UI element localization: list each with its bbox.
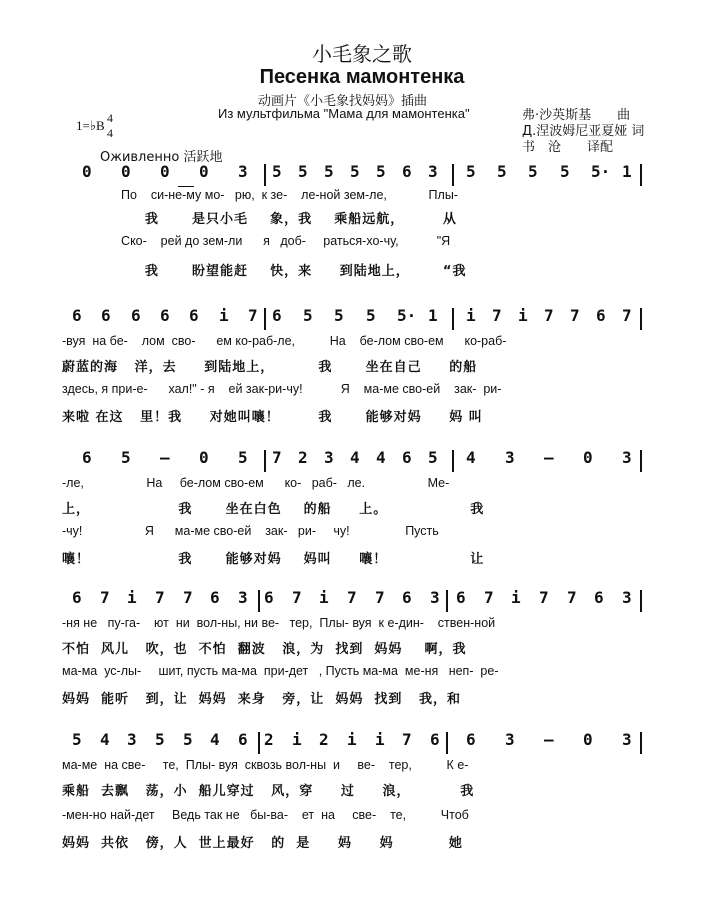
note-glyph: 3 (505, 730, 515, 749)
note-glyph: 6 (466, 730, 476, 749)
note-glyph: 1 (428, 306, 438, 325)
subtitle-russian: Из мультфильма "Мама для мамонтенка" (218, 106, 470, 121)
note-glyph: 7 (622, 306, 632, 325)
note-glyph: 6 (596, 306, 606, 325)
bar-line (640, 732, 642, 754)
note-glyph: 0 (121, 162, 131, 181)
bar-line (264, 164, 266, 186)
lyric-line-ru: По си-не-му мо- рю, к зе- ле-ной зем-ле, Плы- (62, 188, 458, 202)
note-glyph: 7 (347, 588, 357, 607)
note-glyph: 3 (622, 588, 632, 607)
time-signature-denominator: 4 (107, 126, 113, 140)
lyric-line-zh: 我 盼望能赶 快，来 到陆地上， “我 (62, 264, 467, 279)
lyric-line-ru: -чу! Я ма-ме сво-ей зак- ри- чу! Пусть (62, 524, 439, 538)
note-glyph: 7 (292, 588, 302, 607)
note-glyph: 0 (583, 730, 593, 749)
note-glyph: 4 (350, 448, 360, 467)
note-glyph: 6 (160, 306, 170, 325)
note-glyph: 3 (127, 730, 137, 749)
lyric-line-ru: -мен-но най-дет Ведь так не бы-ва- ет на све- те, Чтоб (62, 808, 469, 822)
note-glyph: 5 (121, 448, 131, 467)
note-glyph: 6 (101, 306, 111, 325)
note-glyph: 7 (484, 588, 494, 607)
note-glyph: 7 (375, 588, 385, 607)
note-glyph: i (466, 306, 476, 325)
note-glyph: 6 (72, 306, 82, 325)
lyric-line-zh: 乘船 去飘 荡，小 船儿穿过 风，穿 过 浪， 我 (62, 784, 475, 799)
note-glyph: – (544, 448, 554, 467)
note-glyph: 6 (402, 448, 412, 467)
tempo-marking: Оживленно 活跃地 (100, 150, 223, 165)
bar-line (446, 590, 448, 612)
note-glyph: i (511, 588, 521, 607)
note-glyph: 2 (298, 448, 308, 467)
note-glyph: 3 (430, 588, 440, 607)
bar-line (264, 308, 266, 330)
note-glyph: 5· (591, 162, 611, 181)
note-glyph: 3 (428, 162, 438, 181)
note-glyph: 2 (264, 730, 274, 749)
note-glyph: 5 (560, 162, 570, 181)
note-glyph: 6 (264, 588, 274, 607)
bar-line (640, 450, 642, 472)
bar-line (640, 590, 642, 612)
note-glyph: i (375, 730, 385, 749)
bar-line (258, 590, 260, 612)
note-glyph: 6 (456, 588, 466, 607)
note-glyph: 6 (430, 730, 440, 749)
lyric-line-zh: 来啦 在这 里！我 对她叫嚷！ 我 能够对妈 妈 叫 (62, 410, 483, 425)
note-glyph: 7 (570, 306, 580, 325)
lyric-line-zh: 我 是只小毛 象，我 乘船远航， 从 (62, 212, 457, 227)
lyric-line-ru: Ско- рей до зем-ли я доб- раться-хо-чу, "Я (62, 234, 451, 248)
note-glyph: 7 (567, 588, 577, 607)
note-glyph: 5 (428, 448, 438, 467)
note-glyph: 6 (238, 730, 248, 749)
credit-lyricist: Д.涅波姆尼亚夏娅 词 (522, 124, 645, 139)
note-glyph: 4 (100, 730, 110, 749)
note-glyph: 5 (298, 162, 308, 181)
note-glyph: 5 (324, 162, 334, 181)
lyric-line-zh: 蔚蓝的海 洋，去 到陆地上， 我 坐在自己 的船 (62, 360, 478, 375)
note-glyph: 5 (72, 730, 82, 749)
notes-line (0, 306, 724, 332)
note-glyph: 5 (238, 448, 248, 467)
note-glyph: – (160, 448, 170, 467)
credit-composer: 弗·沙英斯基 曲 (522, 108, 631, 123)
bar-line (258, 732, 260, 754)
note-glyph: 3 (622, 448, 632, 467)
note-glyph: 5 (466, 162, 476, 181)
note-glyph: 3 (505, 448, 515, 467)
bar-line (452, 164, 454, 186)
note-glyph: 4 (376, 448, 386, 467)
note-glyph: 6 (402, 162, 412, 181)
note-glyph: 7 (402, 730, 412, 749)
bar-line (640, 164, 642, 186)
note-glyph: i (292, 730, 302, 749)
bar-line (452, 308, 454, 330)
note-glyph: 5· (397, 306, 417, 325)
bar-line (640, 308, 642, 330)
bar-line (446, 732, 448, 754)
note-glyph: 0 (160, 162, 170, 181)
bar-line (264, 450, 266, 472)
note-glyph: 7 (183, 588, 193, 607)
note-glyph: 7 (539, 588, 549, 607)
note-glyph: 4 (210, 730, 220, 749)
note-glyph: 3 (238, 162, 248, 181)
notes-line (0, 162, 724, 188)
song-title-russian: Песенка мамонтенка (259, 66, 465, 88)
lyric-line-zh: 上， 我 坐在白色 的船 上。 我 (62, 502, 485, 517)
note-glyph: 6 (272, 306, 282, 325)
note-glyph: 3 (622, 730, 632, 749)
note-glyph: 0 (199, 162, 209, 181)
subtitle-chinese: 动画片《小毛象找妈妈》插曲 (258, 94, 428, 109)
note-glyph: 6 (189, 306, 199, 325)
note-glyph: 4 (466, 448, 476, 467)
lyric-line-ru: ма-ма ус-лы- шит, пусть ма-ма при-дет , Пусть ма-ма ме-ня неп- ре- (62, 664, 499, 678)
note-glyph: 5 (272, 162, 282, 181)
note-glyph: 3 (324, 448, 334, 467)
lyric-line-ru: ма-ме на све- те, Плы- вуя сквозь вол-ны и ве- тер, К е- (62, 758, 469, 772)
note-glyph: 0 (82, 162, 92, 181)
note-glyph: 6 (82, 448, 92, 467)
lyric-line-ru: -ня не пу-га- ют ни вол-ны, ни ве- тер, Плы- вуя к е-дин- ствен-ной (62, 616, 496, 630)
note-glyph: i (347, 730, 357, 749)
note-glyph: 5 (497, 162, 507, 181)
underline-mark (178, 186, 194, 187)
note-glyph: 7 (248, 306, 258, 325)
note-glyph: 2 (319, 730, 329, 749)
lyric-line-ru: -ле, На бе-лом сво-ем ко- раб- ле. Ме- (62, 476, 450, 490)
lyric-line-zh: 不怕 风儿 吹，也 不怕 翻波 浪，为 找到 妈妈 啊，我 (62, 642, 467, 657)
lyric-line-ru: здесь, я при-е- хал!" - я ей зак-ри-чу! Я ма-ме сво-ей зак- ри- (62, 382, 502, 396)
note-glyph: 3 (238, 588, 248, 607)
note-glyph: 5 (334, 306, 344, 325)
note-glyph: 5 (183, 730, 193, 749)
note-glyph: 6 (402, 588, 412, 607)
note-glyph: 7 (492, 306, 502, 325)
note-glyph: 5 (155, 730, 165, 749)
lyric-line-ru: -вуя на бе- лом сво- ем ко-раб-ле, На бе-лом сво-ем ко-раб- (62, 334, 507, 348)
note-glyph: 5 (303, 306, 313, 325)
song-title-chinese: 小毛象之歌 (312, 42, 412, 66)
note-glyph: 6 (131, 306, 141, 325)
note-glyph: 5 (350, 162, 360, 181)
lyric-line-zh: 妈妈 共依 傍，人 世上最好 的 是 妈 妈 她 (62, 836, 463, 851)
note-glyph: i (127, 588, 137, 607)
note-glyph: 7 (272, 448, 282, 467)
note-glyph: 0 (199, 448, 209, 467)
notes-line (0, 588, 724, 614)
notes-line (0, 448, 724, 474)
time-signature-numerator: 4 (107, 111, 113, 125)
note-glyph: 6 (72, 588, 82, 607)
key-signature: 1=♭B (76, 118, 105, 133)
note-glyph: 7 (544, 306, 554, 325)
note-glyph: i (219, 306, 229, 325)
note-glyph: 5 (376, 162, 386, 181)
note-glyph: 7 (100, 588, 110, 607)
note-glyph: 1 (622, 162, 632, 181)
bar-line (452, 450, 454, 472)
lyric-line-zh: 嚷！ 我 能够对妈 妈叫 嚷！ 让 (62, 552, 485, 567)
note-glyph: 6 (594, 588, 604, 607)
note-glyph: i (319, 588, 329, 607)
note-glyph: i (518, 306, 528, 325)
note-glyph: 6 (210, 588, 220, 607)
lyric-line-zh: 妈妈 能听 到，让 妈妈 来身 旁，让 妈妈 找到 我，和 (62, 692, 461, 707)
credit-translator: 书 沧 译配 (522, 140, 614, 155)
note-glyph: 7 (155, 588, 165, 607)
note-glyph: 0 (583, 448, 593, 467)
notes-line (0, 730, 724, 756)
note-glyph: 5 (528, 162, 538, 181)
note-glyph: 5 (366, 306, 376, 325)
note-glyph: – (544, 730, 554, 749)
